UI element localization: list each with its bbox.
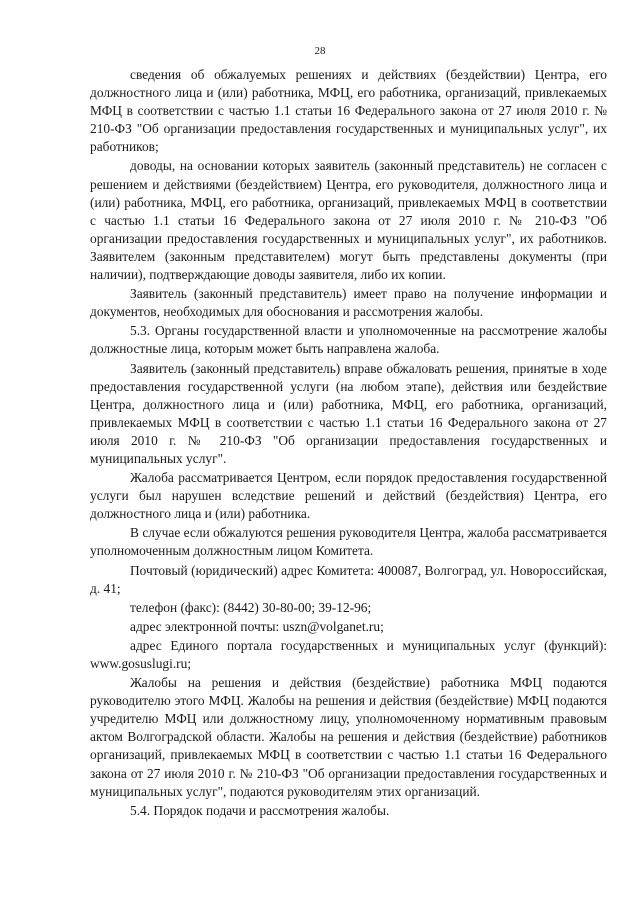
paragraph-arguments: доводы, на основании которых заявитель (законный представитель) не согласен с решением и действиями (бездействием) Центра, его руководителя, должностного лица и (или) работника, МФЦ, его работника, организаций, привлекаемых МФЦ в соответствии с частью 1.1 статьи 16 Федерального закона от 27 июля 2010 г. № 210-ФЗ "Об организации предоставления государственных и муниципальных услуг", их работников. Заявителем (законным представителем) могут быть представлены документы (при наличии), подтверждающие доводы заявителя, либо их копии.: [90, 158, 607, 283]
paragraph-appeal-right: Заявитель (законный представитель) вправе обжаловать решения, принятые в ходе предоставления государственной услуги (на любом этапе), действия или бездействие Центра, должностного лица и (или) работника, МФЦ, его работника, организаций, привлекаемых МФЦ в соответствии с частью 1.1 статьи 16 Федерального закона от 27 июля 2010 г. № 210-ФЗ "Об организации предоставления государственных и муниципальных услуг".: [90, 360, 607, 466]
section-5-4-heading: 5.4. Порядок подачи и рассмотрения жалобы.: [130, 802, 390, 818]
paragraph-portal-address: адрес Единого портала государственных и муниципальных услуг (функций): www.gosuslugi.ru;: [90, 637, 607, 671]
page-number: 28: [314, 45, 326, 57]
paragraph-right-to-information: Заявитель (законный представитель) имеет право на получение информации и документов, необходимых для обоснования и рассмотрения жалобы.: [90, 286, 607, 320]
section-5-3-heading: 5.3. Органы государственной власти и уполномоченные на рассмотрение жалобы должностные лица, которым может быть направлена жалоба.: [90, 323, 607, 357]
paragraph-mfc-complaints: Жалобы на решения и действия (бездействие) работника МФЦ подаются руководителю этого МФЦ. Жалобы на решения и действия (бездействие) МФЦ подаются учредителю МФЦ или должностному лицу, уполномоченному нормативным правовым актом Волгоградской области. Жалобы на решения и действия (бездействие) работников организаций, привлекаемых МФЦ в соответствии с частью 1.1 статьи 16 Федерального закона от 27 июля 2010 г. № 210-ФЗ "Об организации предоставления государственных и муниципальных услуг", подаются руководителям этих организаций.: [90, 675, 607, 799]
document-body: [90, 66, 607, 820]
paragraph-complaint-subject: сведения об обжалуемых решениях и действиях (бездействии) Центра, его должностного лица и (или) работника, МФЦ, его работника, организаций, привлекаемых МФЦ в соответствии с частью 1.1 статьи 16 Федерального закона от 27 июля 2010 г. № 210-ФЗ "Об организации предоставления государственных и муниципальных услуг", их работников;: [90, 67, 607, 155]
paragraph-email-address: адрес электронной почты: uszn@volganet.ru;: [130, 618, 384, 634]
paragraph-postal-address: Почтовый (юридический) адрес Комитета: 400087, Волгоград, ул. Новороссийская, д. 41;: [90, 562, 607, 596]
paragraph-phone-fax: телефон (факс): (8442) 30-80-00; 39-12-96;: [130, 599, 372, 615]
paragraph-center-review: Жалоба рассматривается Центром, если порядок предоставления государственной услуги был нарушен вследствие решений и действий (бездействия) Центра, его должностного лица и (или) работника.: [90, 470, 607, 522]
paragraph-committee-review: В случае если обжалуются решения руководителя Центра, жалоба рассматривается уполномоченным должностным лицом Комитета.: [90, 525, 607, 559]
